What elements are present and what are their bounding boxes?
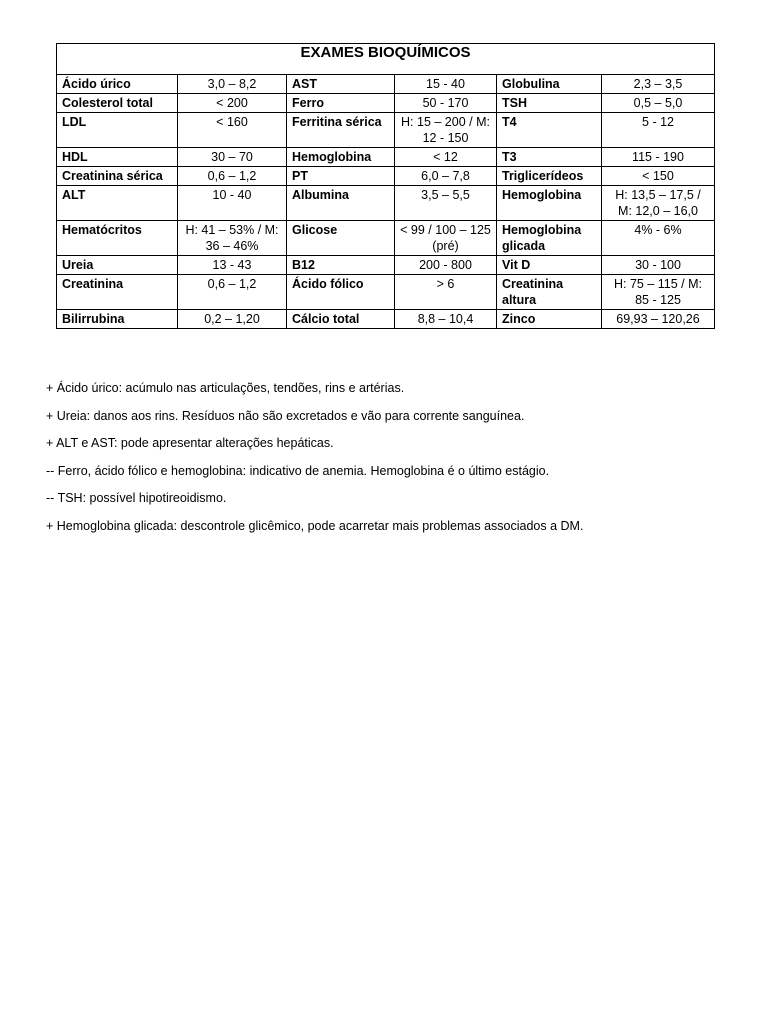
exam-name-cell: Creatinina altura <box>497 275 602 310</box>
reference-value-cell: 13 - 43 <box>178 256 287 275</box>
reference-value-cell: 6,0 – 7,8 <box>395 167 497 186</box>
reference-value-cell: 10 - 40 <box>178 186 287 221</box>
table-row <box>57 221 715 256</box>
exam-name-cell: Ureia <box>57 256 178 275</box>
exam-name-cell: Ácido fólico <box>287 275 395 310</box>
reference-value-cell: 0,6 – 1,2 <box>178 167 287 186</box>
table-row <box>57 94 715 113</box>
table-row <box>57 256 715 275</box>
exam-name-cell: T3 <box>497 148 602 167</box>
exam-name-cell: Colesterol total <box>57 94 178 113</box>
reference-value-cell: 200 - 800 <box>395 256 497 275</box>
exam-name-cell: Creatinina <box>57 275 178 310</box>
exam-name-cell: PT <box>287 167 395 186</box>
exam-name-cell: Hemoglobina <box>497 186 602 221</box>
reference-value-cell: H: 75 – 115 / M: 85 - 125 <box>602 275 715 310</box>
exam-name-cell: Albumina <box>287 186 395 221</box>
exam-name-cell: ALT <box>57 186 178 221</box>
exam-name-cell: Vit D <box>497 256 602 275</box>
reference-value-cell: 0,6 – 1,2 <box>178 275 287 310</box>
reference-value-cell: 5 - 12 <box>602 113 715 148</box>
reference-value-cell: 0,5 – 5,0 <box>602 94 715 113</box>
exam-name-cell: Hematócritos <box>57 221 178 256</box>
reference-value-cell: < 200 <box>178 94 287 113</box>
exam-name-cell: Glicose <box>287 221 395 256</box>
exam-name-cell: Bilirrubina <box>57 310 178 329</box>
reference-value-cell: 0,2 – 1,20 <box>178 310 287 329</box>
exam-name-cell: AST <box>287 75 395 94</box>
reference-value-cell: 50 - 170 <box>395 94 497 113</box>
exam-name-cell: Ferritina sérica <box>287 113 395 148</box>
exam-name-cell: Ácido úrico <box>57 75 178 94</box>
reference-value-cell: 3,0 – 8,2 <box>178 75 287 94</box>
table-row <box>57 75 715 94</box>
reference-value-cell: < 150 <box>602 167 715 186</box>
exam-table <box>56 43 715 329</box>
reference-value-cell: 30 – 70 <box>178 148 287 167</box>
exam-name-cell: B12 <box>287 256 395 275</box>
note-line: -- TSH: possível hipotireoidismo. <box>46 491 227 505</box>
exam-name-cell: Hemoglobina glicada <box>497 221 602 256</box>
exam-name-cell: TSH <box>497 94 602 113</box>
reference-value-cell: 69,93 – 120,26 <box>602 310 715 329</box>
notes-list <box>46 380 726 545</box>
exam-name-cell: LDL <box>57 113 178 148</box>
reference-value-cell: 115 - 190 <box>602 148 715 167</box>
reference-value-cell: < 160 <box>178 113 287 148</box>
note-line: + Ureia: danos aos rins. Resíduos não são excretados e vão para corrente sanguínea. <box>46 408 525 423</box>
exam-name-cell: T4 <box>497 113 602 148</box>
exam-name-cell: Creatinina sérica <box>57 167 178 186</box>
reference-value-cell: < 12 <box>395 148 497 167</box>
reference-value-cell: < 99 / 100 – 125 (pré) <box>395 221 497 256</box>
table-row <box>57 167 715 186</box>
exam-name-cell: Ferro <box>287 94 395 113</box>
reference-value-cell: H: 41 – 53% / M: 36 – 46% <box>178 221 287 256</box>
table-row <box>57 275 715 310</box>
reference-value-cell: 15 - 40 <box>395 75 497 94</box>
exam-name-cell: Zinco <box>497 310 602 329</box>
reference-value-cell: 3,5 – 5,5 <box>395 186 497 221</box>
note-line: -- Ferro, ácido fólico e hemoglobina: indicativo de anemia. Hemoglobina é o último estágio. <box>46 463 550 478</box>
note-line: + Hemoglobina glicada: descontrole glicêmico, pode acarretar mais problemas associados a DM. <box>46 518 584 533</box>
reference-value-cell: 4% - 6% <box>602 221 715 256</box>
exam-name-cell: Globulina <box>497 75 602 94</box>
exam-name-cell: Hemoglobina <box>287 148 395 167</box>
table-row <box>57 148 715 167</box>
reference-value-cell: > 6 <box>395 275 497 310</box>
reference-value-cell: 8,8 – 10,4 <box>395 310 497 329</box>
exam-name-cell: Triglicerídeos <box>497 167 602 186</box>
reference-value-cell: H: 13,5 – 17,5 / M: 12,0 – 16,0 <box>602 186 715 221</box>
reference-value-cell: 2,3 – 3,5 <box>602 75 715 94</box>
note-line: + Ácido úrico: acúmulo nas articulações, tendões, rins e artérias. <box>46 381 405 395</box>
table-row <box>57 186 715 221</box>
table-title: EXAMES BIOQUÍMICOS <box>57 44 715 75</box>
exam-name-cell: HDL <box>57 148 178 167</box>
exam-name-cell: Cálcio total <box>287 310 395 329</box>
reference-value-cell: 30 - 100 <box>602 256 715 275</box>
table-title-row <box>57 44 715 75</box>
note-line: + ALT e AST: pode apresentar alterações hepáticas. <box>46 436 334 450</box>
exam-table-body <box>57 44 715 329</box>
table-row <box>57 113 715 148</box>
reference-value-cell: H: 15 – 200 / M: 12 - 150 <box>395 113 497 148</box>
table-row <box>57 310 715 329</box>
